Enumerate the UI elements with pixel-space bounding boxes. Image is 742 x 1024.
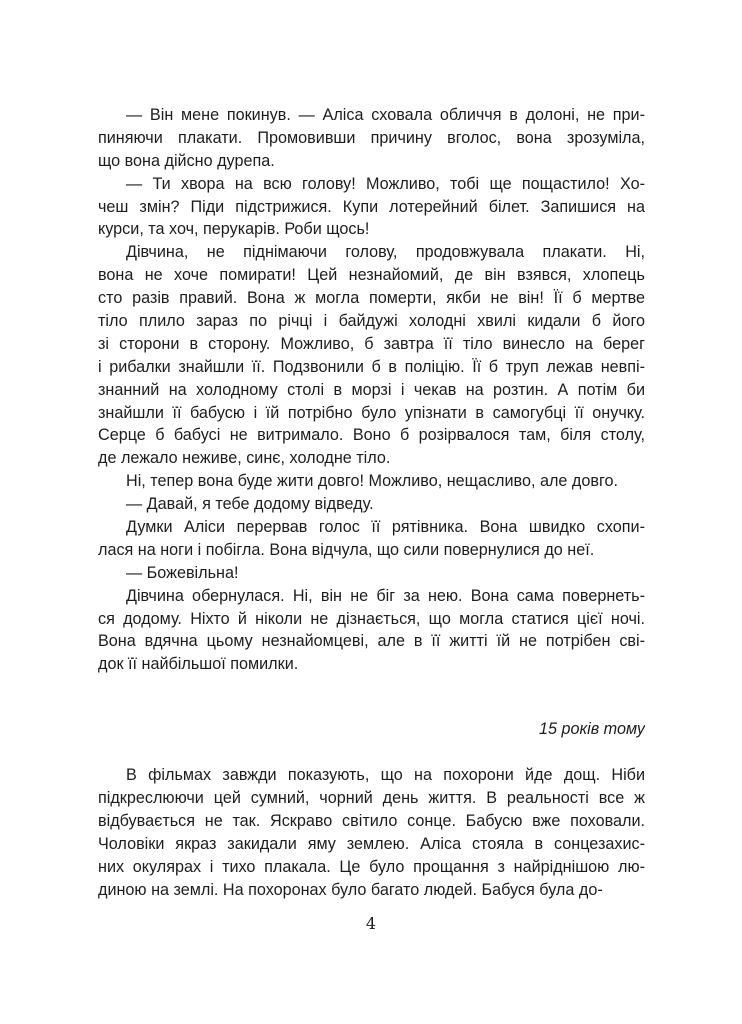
page-number: 4	[365, 914, 377, 933]
text-line: Думки Аліси перервав голос її рятівника. Вона швидко схопи-	[126, 518, 645, 537]
text-line: знайшли її бабусю і їй потрібно було упізнати в самогубці її онучку.	[98, 403, 645, 422]
text-line: пиняючи плакати. Промовивши причину вголос, вона зрозуміла,	[98, 128, 645, 147]
section-marker	[98, 718, 645, 741]
text-line: Дівчина, не піднімаючи голову, продовжувала плакати. Ні,	[126, 243, 645, 262]
text-line: і рибалки знайшли її. Подзвонили б в поліцію. Її б труп лежав невпі-	[98, 357, 645, 376]
paragraph	[98, 562, 645, 585]
text-line: тіло плило зараз по річці і байдужі холодні хвилі кидали б його	[98, 312, 645, 331]
paragraph	[98, 764, 645, 901]
text-line: сто разів правий. Вона ж могла померти, якби не він! Її б мертве	[98, 289, 645, 308]
text-line: де лежало неживе, синє, холодне тіло.	[98, 449, 391, 468]
text-line: вона не хоче помирати! Цей незнайомий, де він взявся, хлопець	[98, 266, 645, 285]
text-line: Ні, тепер вона буде жити довго! Можливо, нещасливо, але довго.	[126, 472, 619, 491]
text-line: Чоловіки якраз закидали яму землею. Аліса стояла в сонцезахис-	[98, 834, 645, 853]
paragraph	[98, 470, 645, 493]
text-line: ся додому. Ніхто й ніколи не дізнається, що могла статися цієї ночі.	[98, 609, 645, 628]
text-line: що вона дійсно дурепа.	[98, 151, 275, 170]
text-line: — Ти хвора на всю голову! Можливо, тобі ще пощастило! Хо-	[126, 174, 645, 193]
text-line: диною на землі. На похоронах було багато людей. Бабуся була до-	[98, 880, 603, 899]
text-line: Серце б бабусі не витримало. Воно б розірвалося там, біля столу,	[98, 426, 645, 445]
text-line: чеш змін? Піди підстрижися. Купи лотерейний білет. Запишися на	[98, 197, 645, 216]
text-line: — Він мене покинув. — Аліса сховала обличчя в долоні, не при-	[126, 106, 645, 124]
paragraph	[98, 516, 645, 562]
paragraph	[98, 493, 645, 516]
text-column	[98, 104, 645, 902]
text-line: док її найбільшої помилки.	[98, 655, 299, 674]
text-line: зі сторони в сторону. Можливо, б завтра її тіло винесло на берег	[98, 334, 645, 353]
text-line: В фільмах завжди показують, що на похорони йде дощ. Ніби	[126, 766, 645, 785]
text-line: підкреслюючи цей сумний, чорний день життя. В реальності все ж	[98, 789, 645, 808]
text-line: — Давай, я тебе додому відведу.	[126, 495, 374, 514]
text-line: них окулярах і тихо плакала. Це було прощання з найріднішою лю-	[98, 857, 645, 876]
text-line: курси, та хоч, перукарів. Роби щось!	[98, 220, 370, 239]
text-line: Дівчина обернулася. Ні, він не біг за нею. Вона сама повернеть-	[126, 586, 645, 605]
paragraph	[98, 241, 645, 470]
text-line: лася на ноги і побігла. Вона відчула, що сили повернулися до неї.	[98, 540, 595, 559]
paragraph	[98, 173, 645, 242]
paragraph	[98, 104, 645, 173]
text-line: Вона вдячна цьому незнайомцеві, але в її житті їй не потрібен сві-	[98, 632, 645, 651]
text-line: відбувається не так. Яскраво світило сонце. Бабусю вже поховали.	[98, 811, 645, 830]
text-line: — Божевільна!	[126, 563, 239, 582]
section-marker-text: 15 років тому	[538, 720, 645, 739]
text-line: знанний на холодному столі в морзі і чекав на розтин. А потім би	[98, 380, 645, 399]
paragraph	[98, 585, 645, 677]
